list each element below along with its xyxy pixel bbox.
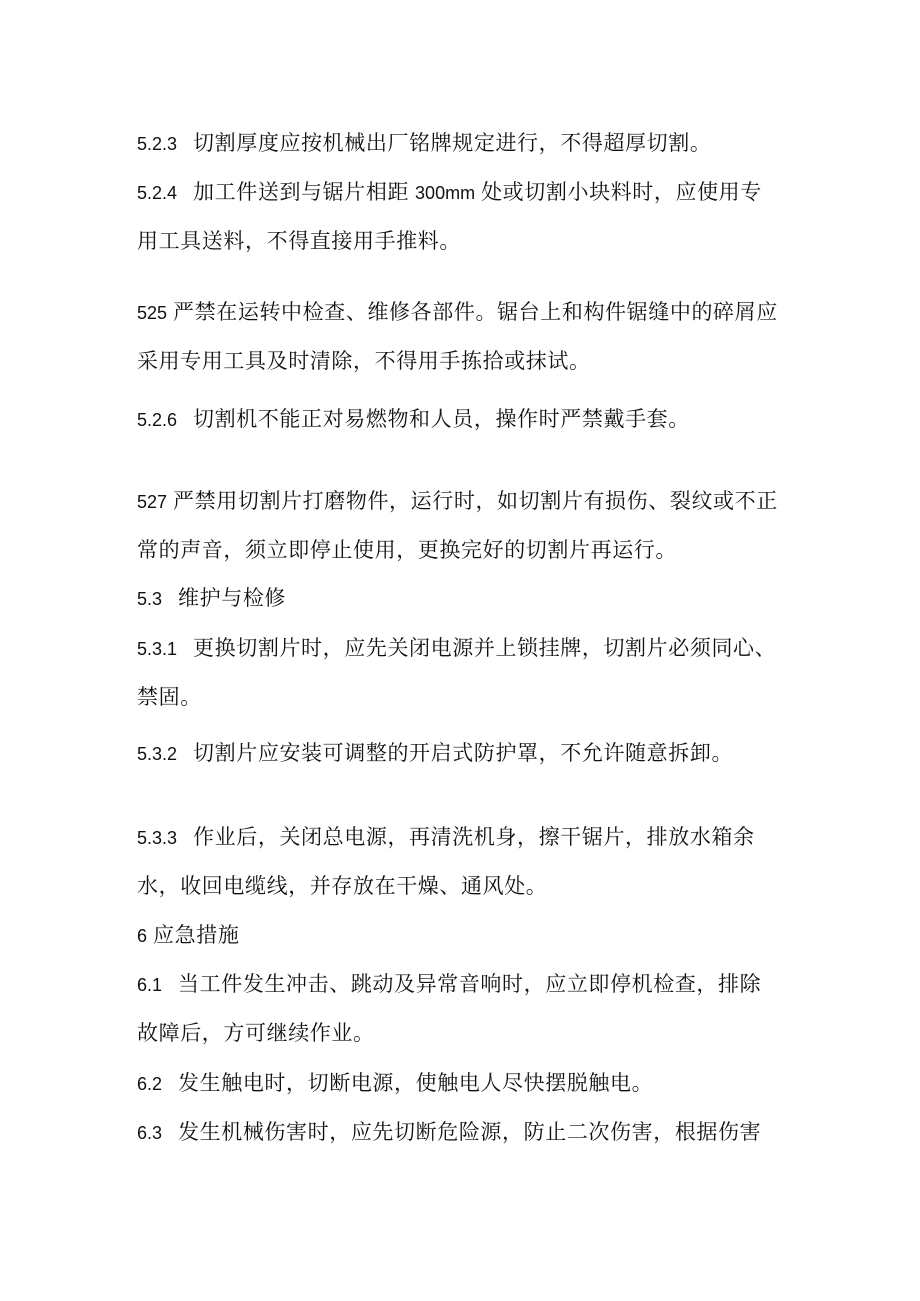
clause-text-wrap: 常的声音，须立即停止使用，更换完好的切割片再运行。 xyxy=(137,538,677,562)
clause-text-wrap: 故障后，方可继续作业。 xyxy=(137,1021,375,1045)
clause-number: 525 xyxy=(137,303,168,323)
clause-text-wrap: 用工具送料，不得直接用手推料。 xyxy=(137,229,461,253)
clause-text: 作业后，关闭总电源，再清洗机身，擦干锯片，排放水箱余 xyxy=(193,825,755,849)
clause-525 xyxy=(137,297,778,327)
section-title: 维护与检修 xyxy=(178,586,287,610)
clause-number: 5.2.6 xyxy=(137,410,178,430)
clause-text: 更换切割片时，应先关闭电源并上锁挂牌，切割片必须同心、 xyxy=(193,636,777,660)
clause-5-2-4 xyxy=(137,177,762,207)
clause-5-3-3 xyxy=(137,822,755,852)
clause-text: 加工件送到与锯片相距 xyxy=(193,180,410,204)
section-number: 5.3 xyxy=(137,589,163,609)
clause-5-3-2 xyxy=(137,738,733,768)
clause-text: 发生机械伤害时，应先切断危险源，防止二次伤害，根据伤害 xyxy=(178,1120,762,1144)
clause-5-3-1 xyxy=(137,633,776,663)
clause-5-2-6 xyxy=(137,404,690,434)
clause-5-3-3-line-2 xyxy=(137,871,547,901)
clause-number: 6.2 xyxy=(137,1074,163,1094)
clause-6-1-line-2 xyxy=(137,1018,375,1048)
clause-text: 切割机不能正对易燃物和人员，操作时严禁戴手套。 xyxy=(193,407,690,431)
clause-number: 5.2.3 xyxy=(137,134,178,154)
clause-text: 严禁用切割片打磨物件，运行时，如切割片有损伤、裂纹或不正 xyxy=(173,489,778,513)
clause-text-continued: 处或切割小块料时，应使用专 xyxy=(481,180,762,204)
clause-6-3 xyxy=(137,1117,761,1147)
clause-number: 5.3.3 xyxy=(137,828,178,848)
clause-text: 切割片应安装可调整的开启式防护罩，不允许随意拆卸。 xyxy=(193,741,734,765)
clause-number: 5.2.4 xyxy=(137,183,178,203)
clause-527 xyxy=(137,486,778,516)
section-6-heading xyxy=(137,920,239,950)
clause-number: 6.3 xyxy=(137,1123,163,1143)
clause-5-3-1-line-2 xyxy=(137,682,202,712)
clause-text: 当工件发生冲击、跳动及异常音响时，应立即停机检查，排除 xyxy=(178,972,762,996)
clause-text: 切割厚度应按机械出厂铭牌规定进行，不得超厚切割。 xyxy=(193,131,712,155)
clause-number: 6.1 xyxy=(137,975,163,995)
clause-text: 严禁在运转中检查、维修各部件。锯台上和构件锯缝中的碎屑应 xyxy=(173,300,778,324)
clause-text-wrap: 采用专用工具及时清除，不得用手拣拾或抹试。 xyxy=(137,349,591,373)
clause-text-wrap: 水，收回电缆线，并存放在干燥、通风处。 xyxy=(137,874,548,898)
clause-5-2-4-line-2 xyxy=(137,226,461,256)
section-number: 6 xyxy=(137,926,148,946)
clause-5-2-3 xyxy=(137,128,711,158)
section-title: 应急措施 xyxy=(153,923,240,947)
clause-525-line-2 xyxy=(137,346,591,376)
distance-value: 300mm xyxy=(415,183,476,203)
clause-text-wrap: 禁固。 xyxy=(137,685,202,709)
clause-text: 发生触电时，切断电源，使触电人尽快摆脱触电。 xyxy=(178,1071,654,1095)
clause-527-line-2 xyxy=(137,535,677,565)
section-5-3-heading xyxy=(137,583,286,613)
clause-6-1 xyxy=(137,969,761,999)
clause-number: 5.3.1 xyxy=(137,639,178,659)
clause-number: 5.3.2 xyxy=(137,744,178,764)
clause-6-2 xyxy=(137,1068,653,1098)
clause-number: 527 xyxy=(137,492,168,512)
